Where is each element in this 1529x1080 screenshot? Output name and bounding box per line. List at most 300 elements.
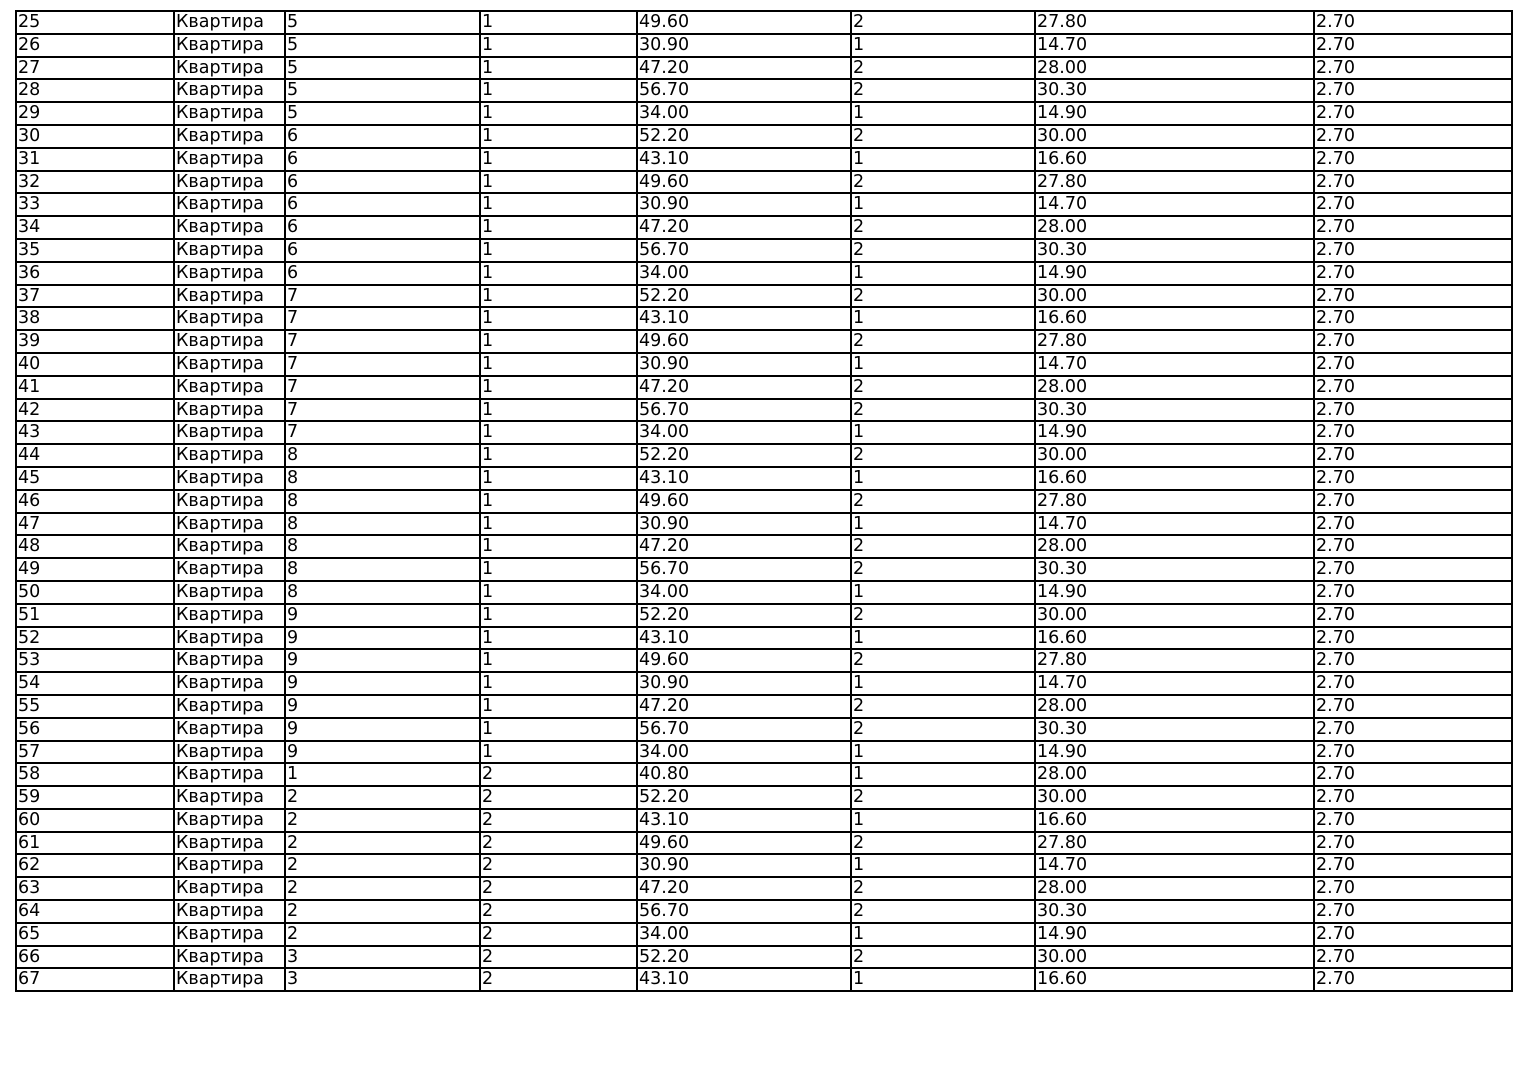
living-area-cell: 14.90 bbox=[1035, 741, 1314, 764]
height-cell: 2.70 bbox=[1314, 718, 1512, 741]
type-cell: Квартира bbox=[174, 376, 285, 399]
area-cell: 30.90 bbox=[637, 854, 851, 877]
height-cell: 2.70 bbox=[1314, 102, 1512, 125]
living-area-cell: 27.80 bbox=[1035, 490, 1314, 513]
area-cell: 34.00 bbox=[637, 421, 851, 444]
number-cell: 65 bbox=[16, 923, 174, 946]
floor-cell: 2 bbox=[285, 923, 480, 946]
rooms-cell: 2 bbox=[851, 490, 1035, 513]
number-cell: 51 bbox=[16, 604, 174, 627]
type-cell: Квартира bbox=[174, 900, 285, 923]
floor-cell: 7 bbox=[285, 307, 480, 330]
height-cell: 2.70 bbox=[1314, 353, 1512, 376]
table-row bbox=[16, 900, 1512, 923]
rooms-cell: 2 bbox=[851, 399, 1035, 422]
area-cell: 56.70 bbox=[637, 558, 851, 581]
height-cell: 2.70 bbox=[1314, 763, 1512, 786]
living-area-cell: 16.60 bbox=[1035, 627, 1314, 650]
living-area-cell: 30.00 bbox=[1035, 786, 1314, 809]
area-cell: 47.20 bbox=[637, 877, 851, 900]
section-cell: 2 bbox=[480, 832, 637, 855]
floor-cell: 2 bbox=[285, 832, 480, 855]
rooms-cell: 2 bbox=[851, 946, 1035, 969]
height-cell: 2.70 bbox=[1314, 535, 1512, 558]
table-row bbox=[16, 513, 1512, 536]
living-area-cell: 28.00 bbox=[1035, 216, 1314, 239]
rooms-cell: 1 bbox=[851, 353, 1035, 376]
type-cell: Квартира bbox=[174, 11, 285, 34]
living-area-cell: 30.30 bbox=[1035, 399, 1314, 422]
rooms-cell: 2 bbox=[851, 832, 1035, 855]
floor-cell: 9 bbox=[285, 649, 480, 672]
area-cell: 47.20 bbox=[637, 695, 851, 718]
rooms-cell: 1 bbox=[851, 854, 1035, 877]
height-cell: 2.70 bbox=[1314, 809, 1512, 832]
section-cell: 1 bbox=[480, 513, 637, 536]
document-sheet bbox=[15, 10, 1513, 992]
section-cell: 2 bbox=[480, 854, 637, 877]
floor-cell: 2 bbox=[285, 877, 480, 900]
living-area-cell: 27.80 bbox=[1035, 11, 1314, 34]
number-cell: 25 bbox=[16, 11, 174, 34]
section-cell: 2 bbox=[480, 946, 637, 969]
area-cell: 52.20 bbox=[637, 125, 851, 148]
area-cell: 47.20 bbox=[637, 376, 851, 399]
section-cell: 1 bbox=[480, 148, 637, 171]
height-cell: 2.70 bbox=[1314, 148, 1512, 171]
type-cell: Квартира bbox=[174, 125, 285, 148]
table-row bbox=[16, 763, 1512, 786]
height-cell: 2.70 bbox=[1314, 285, 1512, 308]
living-area-cell: 14.70 bbox=[1035, 672, 1314, 695]
type-cell: Квартира bbox=[174, 809, 285, 832]
area-cell: 56.70 bbox=[637, 900, 851, 923]
area-cell: 43.10 bbox=[637, 809, 851, 832]
table-row bbox=[16, 923, 1512, 946]
height-cell: 2.70 bbox=[1314, 239, 1512, 262]
type-cell: Квартира bbox=[174, 148, 285, 171]
type-cell: Квартира bbox=[174, 672, 285, 695]
area-cell: 49.60 bbox=[637, 649, 851, 672]
number-cell: 35 bbox=[16, 239, 174, 262]
rooms-cell: 1 bbox=[851, 193, 1035, 216]
rooms-cell: 2 bbox=[851, 604, 1035, 627]
area-cell: 52.20 bbox=[637, 946, 851, 969]
type-cell: Квартира bbox=[174, 467, 285, 490]
floor-cell: 8 bbox=[285, 581, 480, 604]
living-area-cell: 27.80 bbox=[1035, 171, 1314, 194]
area-cell: 49.60 bbox=[637, 832, 851, 855]
living-area-cell: 30.00 bbox=[1035, 285, 1314, 308]
rooms-cell: 1 bbox=[851, 34, 1035, 57]
number-cell: 38 bbox=[16, 307, 174, 330]
rooms-cell: 1 bbox=[851, 467, 1035, 490]
area-cell: 30.90 bbox=[637, 672, 851, 695]
number-cell: 61 bbox=[16, 832, 174, 855]
height-cell: 2.70 bbox=[1314, 786, 1512, 809]
living-area-cell: 30.00 bbox=[1035, 125, 1314, 148]
area-cell: 30.90 bbox=[637, 34, 851, 57]
floor-cell: 8 bbox=[285, 513, 480, 536]
area-cell: 52.20 bbox=[637, 786, 851, 809]
floor-cell: 8 bbox=[285, 558, 480, 581]
section-cell: 1 bbox=[480, 581, 637, 604]
type-cell: Квартира bbox=[174, 57, 285, 80]
rooms-cell: 2 bbox=[851, 695, 1035, 718]
living-area-cell: 27.80 bbox=[1035, 330, 1314, 353]
type-cell: Квартира bbox=[174, 513, 285, 536]
height-cell: 2.70 bbox=[1314, 923, 1512, 946]
number-cell: 67 bbox=[16, 968, 174, 991]
number-cell: 45 bbox=[16, 467, 174, 490]
area-cell: 47.20 bbox=[637, 57, 851, 80]
section-cell: 2 bbox=[480, 763, 637, 786]
floor-cell: 5 bbox=[285, 57, 480, 80]
living-area-cell: 30.30 bbox=[1035, 900, 1314, 923]
table-row bbox=[16, 421, 1512, 444]
number-cell: 56 bbox=[16, 718, 174, 741]
section-cell: 1 bbox=[480, 467, 637, 490]
rooms-cell: 1 bbox=[851, 672, 1035, 695]
floor-cell: 2 bbox=[285, 786, 480, 809]
type-cell: Квартира bbox=[174, 307, 285, 330]
number-cell: 28 bbox=[16, 79, 174, 102]
height-cell: 2.70 bbox=[1314, 649, 1512, 672]
rooms-cell: 1 bbox=[851, 262, 1035, 285]
type-cell: Квартира bbox=[174, 490, 285, 513]
rooms-cell: 2 bbox=[851, 239, 1035, 262]
floor-cell: 1 bbox=[285, 763, 480, 786]
height-cell: 2.70 bbox=[1314, 307, 1512, 330]
area-cell: 49.60 bbox=[637, 171, 851, 194]
rooms-cell: 2 bbox=[851, 877, 1035, 900]
number-cell: 62 bbox=[16, 854, 174, 877]
living-area-cell: 30.00 bbox=[1035, 444, 1314, 467]
rooms-cell: 1 bbox=[851, 513, 1035, 536]
floor-cell: 9 bbox=[285, 695, 480, 718]
section-cell: 1 bbox=[480, 262, 637, 285]
section-cell: 1 bbox=[480, 558, 637, 581]
living-area-cell: 14.90 bbox=[1035, 581, 1314, 604]
section-cell: 1 bbox=[480, 627, 637, 650]
floor-cell: 9 bbox=[285, 604, 480, 627]
rooms-cell: 2 bbox=[851, 79, 1035, 102]
type-cell: Квартира bbox=[174, 239, 285, 262]
height-cell: 2.70 bbox=[1314, 57, 1512, 80]
table-row bbox=[16, 968, 1512, 991]
living-area-cell: 14.70 bbox=[1035, 193, 1314, 216]
height-cell: 2.70 bbox=[1314, 467, 1512, 490]
number-cell: 64 bbox=[16, 900, 174, 923]
number-cell: 66 bbox=[16, 946, 174, 969]
section-cell: 1 bbox=[480, 444, 637, 467]
section-cell: 1 bbox=[480, 535, 637, 558]
living-area-cell: 16.60 bbox=[1035, 467, 1314, 490]
type-cell: Квартира bbox=[174, 193, 285, 216]
table-row bbox=[16, 171, 1512, 194]
floor-cell: 7 bbox=[285, 399, 480, 422]
number-cell: 31 bbox=[16, 148, 174, 171]
floor-cell: 7 bbox=[285, 285, 480, 308]
floor-cell: 2 bbox=[285, 900, 480, 923]
floor-cell: 6 bbox=[285, 125, 480, 148]
section-cell: 2 bbox=[480, 968, 637, 991]
section-cell: 1 bbox=[480, 421, 637, 444]
number-cell: 60 bbox=[16, 809, 174, 832]
height-cell: 2.70 bbox=[1314, 627, 1512, 650]
floor-cell: 8 bbox=[285, 490, 480, 513]
section-cell: 2 bbox=[480, 809, 637, 832]
floor-cell: 7 bbox=[285, 421, 480, 444]
rooms-cell: 2 bbox=[851, 718, 1035, 741]
floor-cell: 9 bbox=[285, 672, 480, 695]
table-row bbox=[16, 353, 1512, 376]
type-cell: Квартира bbox=[174, 285, 285, 308]
table-row bbox=[16, 193, 1512, 216]
table-row bbox=[16, 148, 1512, 171]
rooms-cell: 2 bbox=[851, 786, 1035, 809]
section-cell: 1 bbox=[480, 239, 637, 262]
area-cell: 49.60 bbox=[637, 490, 851, 513]
section-cell: 1 bbox=[480, 718, 637, 741]
table-row bbox=[16, 285, 1512, 308]
floor-cell: 9 bbox=[285, 718, 480, 741]
table-row bbox=[16, 11, 1512, 34]
living-area-cell: 16.60 bbox=[1035, 809, 1314, 832]
rooms-cell: 2 bbox=[851, 216, 1035, 239]
number-cell: 43 bbox=[16, 421, 174, 444]
floor-cell: 9 bbox=[285, 741, 480, 764]
living-area-cell: 16.60 bbox=[1035, 968, 1314, 991]
table-row bbox=[16, 79, 1512, 102]
type-cell: Квартира bbox=[174, 581, 285, 604]
number-cell: 27 bbox=[16, 57, 174, 80]
section-cell: 1 bbox=[480, 741, 637, 764]
table-row bbox=[16, 399, 1512, 422]
number-cell: 26 bbox=[16, 34, 174, 57]
section-cell: 1 bbox=[480, 672, 637, 695]
height-cell: 2.70 bbox=[1314, 946, 1512, 969]
height-cell: 2.70 bbox=[1314, 125, 1512, 148]
number-cell: 48 bbox=[16, 535, 174, 558]
table-row bbox=[16, 786, 1512, 809]
area-cell: 34.00 bbox=[637, 581, 851, 604]
table-row bbox=[16, 946, 1512, 969]
floor-cell: 9 bbox=[285, 627, 480, 650]
living-area-cell: 14.70 bbox=[1035, 353, 1314, 376]
rooms-cell: 2 bbox=[851, 285, 1035, 308]
type-cell: Квартира bbox=[174, 353, 285, 376]
number-cell: 42 bbox=[16, 399, 174, 422]
area-cell: 34.00 bbox=[637, 923, 851, 946]
area-cell: 49.60 bbox=[637, 11, 851, 34]
area-cell: 40.80 bbox=[637, 763, 851, 786]
table-row bbox=[16, 467, 1512, 490]
table-row bbox=[16, 34, 1512, 57]
living-area-cell: 28.00 bbox=[1035, 376, 1314, 399]
living-area-cell: 30.30 bbox=[1035, 718, 1314, 741]
type-cell: Квартира bbox=[174, 79, 285, 102]
living-area-cell: 27.80 bbox=[1035, 649, 1314, 672]
living-area-cell: 28.00 bbox=[1035, 877, 1314, 900]
type-cell: Квартира bbox=[174, 832, 285, 855]
table-row bbox=[16, 102, 1512, 125]
floor-cell: 5 bbox=[285, 79, 480, 102]
area-cell: 43.10 bbox=[637, 627, 851, 650]
table-row bbox=[16, 649, 1512, 672]
living-area-cell: 14.70 bbox=[1035, 34, 1314, 57]
number-cell: 57 bbox=[16, 741, 174, 764]
number-cell: 47 bbox=[16, 513, 174, 536]
type-cell: Квартира bbox=[174, 102, 285, 125]
floor-cell: 5 bbox=[285, 34, 480, 57]
area-cell: 43.10 bbox=[637, 968, 851, 991]
section-cell: 2 bbox=[480, 786, 637, 809]
table-row bbox=[16, 376, 1512, 399]
type-cell: Квартира bbox=[174, 968, 285, 991]
area-cell: 56.70 bbox=[637, 399, 851, 422]
area-cell: 30.90 bbox=[637, 353, 851, 376]
type-cell: Квартира bbox=[174, 741, 285, 764]
height-cell: 2.70 bbox=[1314, 672, 1512, 695]
section-cell: 1 bbox=[480, 649, 637, 672]
table-row bbox=[16, 832, 1512, 855]
type-cell: Квартира bbox=[174, 171, 285, 194]
floor-cell: 7 bbox=[285, 353, 480, 376]
area-cell: 52.20 bbox=[637, 285, 851, 308]
section-cell: 1 bbox=[480, 604, 637, 627]
rooms-cell: 2 bbox=[851, 376, 1035, 399]
apartments-table bbox=[15, 10, 1513, 992]
floor-cell: 3 bbox=[285, 968, 480, 991]
height-cell: 2.70 bbox=[1314, 79, 1512, 102]
rooms-cell: 1 bbox=[851, 923, 1035, 946]
table-row bbox=[16, 695, 1512, 718]
table-row bbox=[16, 57, 1512, 80]
table-row bbox=[16, 718, 1512, 741]
table-row bbox=[16, 581, 1512, 604]
height-cell: 2.70 bbox=[1314, 34, 1512, 57]
table-row bbox=[16, 558, 1512, 581]
table-row bbox=[16, 330, 1512, 353]
living-area-cell: 14.90 bbox=[1035, 102, 1314, 125]
type-cell: Квартира bbox=[174, 627, 285, 650]
height-cell: 2.70 bbox=[1314, 604, 1512, 627]
height-cell: 2.70 bbox=[1314, 216, 1512, 239]
section-cell: 1 bbox=[480, 353, 637, 376]
rooms-cell: 1 bbox=[851, 102, 1035, 125]
height-cell: 2.70 bbox=[1314, 558, 1512, 581]
living-area-cell: 30.00 bbox=[1035, 604, 1314, 627]
number-cell: 52 bbox=[16, 627, 174, 650]
section-cell: 1 bbox=[480, 102, 637, 125]
type-cell: Квартира bbox=[174, 763, 285, 786]
floor-cell: 2 bbox=[285, 854, 480, 877]
living-area-cell: 30.30 bbox=[1035, 239, 1314, 262]
area-cell: 43.10 bbox=[637, 148, 851, 171]
floor-cell: 6 bbox=[285, 193, 480, 216]
type-cell: Квартира bbox=[174, 34, 285, 57]
table-row bbox=[16, 877, 1512, 900]
area-cell: 56.70 bbox=[637, 718, 851, 741]
number-cell: 55 bbox=[16, 695, 174, 718]
number-cell: 29 bbox=[16, 102, 174, 125]
table-row bbox=[16, 741, 1512, 764]
section-cell: 2 bbox=[480, 877, 637, 900]
type-cell: Квартира bbox=[174, 854, 285, 877]
table-row bbox=[16, 490, 1512, 513]
floor-cell: 2 bbox=[285, 809, 480, 832]
height-cell: 2.70 bbox=[1314, 968, 1512, 991]
number-cell: 44 bbox=[16, 444, 174, 467]
section-cell: 1 bbox=[480, 171, 637, 194]
height-cell: 2.70 bbox=[1314, 741, 1512, 764]
height-cell: 2.70 bbox=[1314, 581, 1512, 604]
number-cell: 37 bbox=[16, 285, 174, 308]
floor-cell: 8 bbox=[285, 535, 480, 558]
area-cell: 47.20 bbox=[637, 535, 851, 558]
rooms-cell: 1 bbox=[851, 148, 1035, 171]
height-cell: 2.70 bbox=[1314, 330, 1512, 353]
height-cell: 2.70 bbox=[1314, 421, 1512, 444]
area-cell: 52.20 bbox=[637, 444, 851, 467]
number-cell: 54 bbox=[16, 672, 174, 695]
height-cell: 2.70 bbox=[1314, 854, 1512, 877]
table-row bbox=[16, 216, 1512, 239]
section-cell: 2 bbox=[480, 900, 637, 923]
rooms-cell: 2 bbox=[851, 11, 1035, 34]
floor-cell: 6 bbox=[285, 216, 480, 239]
type-cell: Квартира bbox=[174, 421, 285, 444]
rooms-cell: 1 bbox=[851, 763, 1035, 786]
rooms-cell: 2 bbox=[851, 57, 1035, 80]
rooms-cell: 1 bbox=[851, 307, 1035, 330]
height-cell: 2.70 bbox=[1314, 376, 1512, 399]
height-cell: 2.70 bbox=[1314, 832, 1512, 855]
number-cell: 34 bbox=[16, 216, 174, 239]
table-row bbox=[16, 239, 1512, 262]
type-cell: Квартира bbox=[174, 695, 285, 718]
floor-cell: 6 bbox=[285, 148, 480, 171]
area-cell: 49.60 bbox=[637, 330, 851, 353]
height-cell: 2.70 bbox=[1314, 444, 1512, 467]
rooms-cell: 2 bbox=[851, 558, 1035, 581]
floor-cell: 3 bbox=[285, 946, 480, 969]
area-cell: 52.20 bbox=[637, 604, 851, 627]
table-row bbox=[16, 307, 1512, 330]
height-cell: 2.70 bbox=[1314, 262, 1512, 285]
height-cell: 2.70 bbox=[1314, 513, 1512, 536]
type-cell: Квартира bbox=[174, 535, 285, 558]
table-row bbox=[16, 809, 1512, 832]
table-row bbox=[16, 535, 1512, 558]
section-cell: 1 bbox=[480, 216, 637, 239]
table-body bbox=[16, 11, 1512, 991]
floor-cell: 8 bbox=[285, 467, 480, 490]
living-area-cell: 28.00 bbox=[1035, 695, 1314, 718]
rooms-cell: 2 bbox=[851, 649, 1035, 672]
living-area-cell: 14.90 bbox=[1035, 262, 1314, 285]
type-cell: Квартира bbox=[174, 558, 285, 581]
height-cell: 2.70 bbox=[1314, 11, 1512, 34]
rooms-cell: 2 bbox=[851, 330, 1035, 353]
section-cell: 1 bbox=[480, 57, 637, 80]
table-row bbox=[16, 444, 1512, 467]
living-area-cell: 30.30 bbox=[1035, 79, 1314, 102]
type-cell: Квартира bbox=[174, 216, 285, 239]
living-area-cell: 30.30 bbox=[1035, 558, 1314, 581]
height-cell: 2.70 bbox=[1314, 900, 1512, 923]
